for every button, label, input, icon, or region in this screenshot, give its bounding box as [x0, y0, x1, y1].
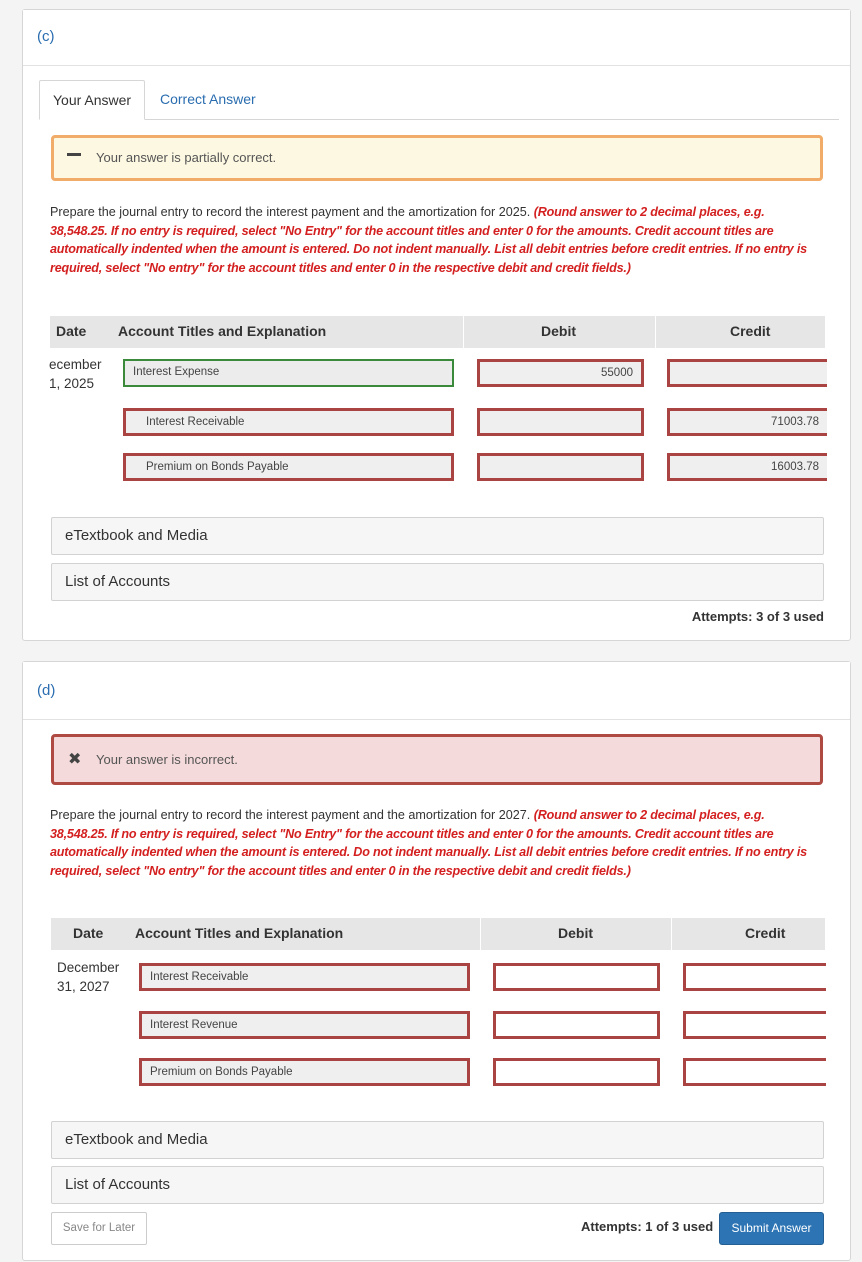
part-c-header [23, 10, 850, 66]
part-d-header [23, 662, 850, 720]
instructions [50, 203, 810, 277]
save-for-later-button[interactable]: Save for Later [51, 1212, 147, 1245]
account-input[interactable]: Interest Receivable [123, 408, 454, 436]
status-incorrect [51, 734, 823, 785]
instructions-text: Prepare the journal entry to record the interest payment and the amortization for 2025. [50, 205, 534, 219]
entry-date-text: ecember 1, 2025 [49, 357, 102, 391]
debit-input[interactable] [493, 1058, 660, 1086]
header-date: Date [56, 323, 87, 339]
header-divider [480, 918, 481, 950]
instructions [50, 806, 810, 880]
header-debit: Debit [541, 323, 576, 339]
instructions-text: Prepare the journal entry to record the interest payment and the amortization for 2027. [50, 808, 534, 822]
list-of-accounts-bar[interactable]: List of Accounts [51, 563, 824, 601]
part-c-label: (c) [37, 28, 55, 45]
etextbook-media-bar[interactable]: eTextbook and Media [51, 1121, 824, 1159]
credit-input[interactable]: 71003.78 [667, 408, 827, 436]
header-debit: Debit [558, 925, 593, 941]
journal-table-header [51, 918, 825, 950]
header-divider [671, 918, 672, 950]
header-divider [655, 316, 656, 348]
account-input[interactable]: Premium on Bonds Payable [139, 1058, 470, 1086]
account-input[interactable]: Interest Receivable [139, 963, 470, 991]
status-message: Your answer is incorrect. [96, 752, 238, 767]
list-of-accounts-bar[interactable]: List of Accounts [51, 1166, 824, 1204]
header-divider [463, 316, 464, 348]
status-message: Your answer is partially correct. [96, 150, 277, 165]
header-credit: Credit [730, 323, 771, 339]
credit-input[interactable] [683, 1058, 826, 1086]
account-input[interactable]: Interest Expense [123, 359, 454, 387]
minus-icon [67, 153, 81, 156]
entry-date [43, 355, 113, 395]
part-c-panel [22, 9, 851, 641]
credit-input[interactable] [683, 1011, 826, 1039]
entry-date: December 31, 2027 [57, 960, 120, 994]
submit-answer-button[interactable]: Submit Answer [719, 1212, 824, 1245]
tab-your-answer[interactable]: Your Answer [39, 80, 145, 120]
header-account: Account Titles and Explanation [118, 323, 327, 339]
credit-input[interactable]: 16003.78 [667, 453, 827, 481]
attempts-counter: Attempts: 3 of 3 used [691, 609, 824, 624]
account-input[interactable]: Premium on Bonds Payable [123, 453, 454, 481]
debit-input[interactable] [477, 453, 644, 481]
debit-input[interactable] [477, 408, 644, 436]
credit-input[interactable] [667, 359, 827, 387]
journal-table-header [50, 316, 825, 348]
attempts-counter: Attempts: 1 of 3 used [581, 1219, 714, 1234]
debit-input[interactable] [493, 963, 660, 991]
answer-tabs [39, 80, 839, 120]
debit-input[interactable]: 55000 [477, 359, 644, 387]
part-d-panel [22, 661, 851, 1261]
part-d-label: (d) [37, 682, 56, 699]
tab-correct-answer[interactable]: Correct Answer [160, 91, 256, 107]
instructions-rules: (Round answer to 2 decimal places, e.g. 38,548.25. If no entry is required, select "No Entry" for the account titles and enter 0 for the amounts. Credit account titles are automatically indented when the amount is entered. Do not indent manually. List all debit entries before credit entries. If no entry is required, select "No entry" for the account titles and enter 0 in the respective debit and credit fields.) [50, 205, 807, 275]
header-date: Date [73, 925, 104, 941]
instructions-rules: (Round answer to 2 decimal places, e.g. 38,548.25. If no entry is required, select "No Entry" for the account titles and enter 0 for the amounts. Credit account titles are automatically indented when the amount is entered. Do not indent manually. List all debit entries before credit entries. If no entry is required, select "No entry" for the account titles and enter 0 in the respective debit and credit fields.) [50, 808, 807, 878]
x-icon: ✖ [68, 751, 82, 768]
account-input[interactable]: Interest Revenue [139, 1011, 470, 1039]
header-account: Account Titles and Explanation [135, 925, 344, 941]
header-credit: Credit [745, 925, 786, 941]
credit-input[interactable] [683, 963, 826, 991]
etextbook-media-bar[interactable]: eTextbook and Media [51, 517, 824, 555]
debit-input[interactable] [493, 1011, 660, 1039]
status-partially-correct [51, 135, 823, 181]
